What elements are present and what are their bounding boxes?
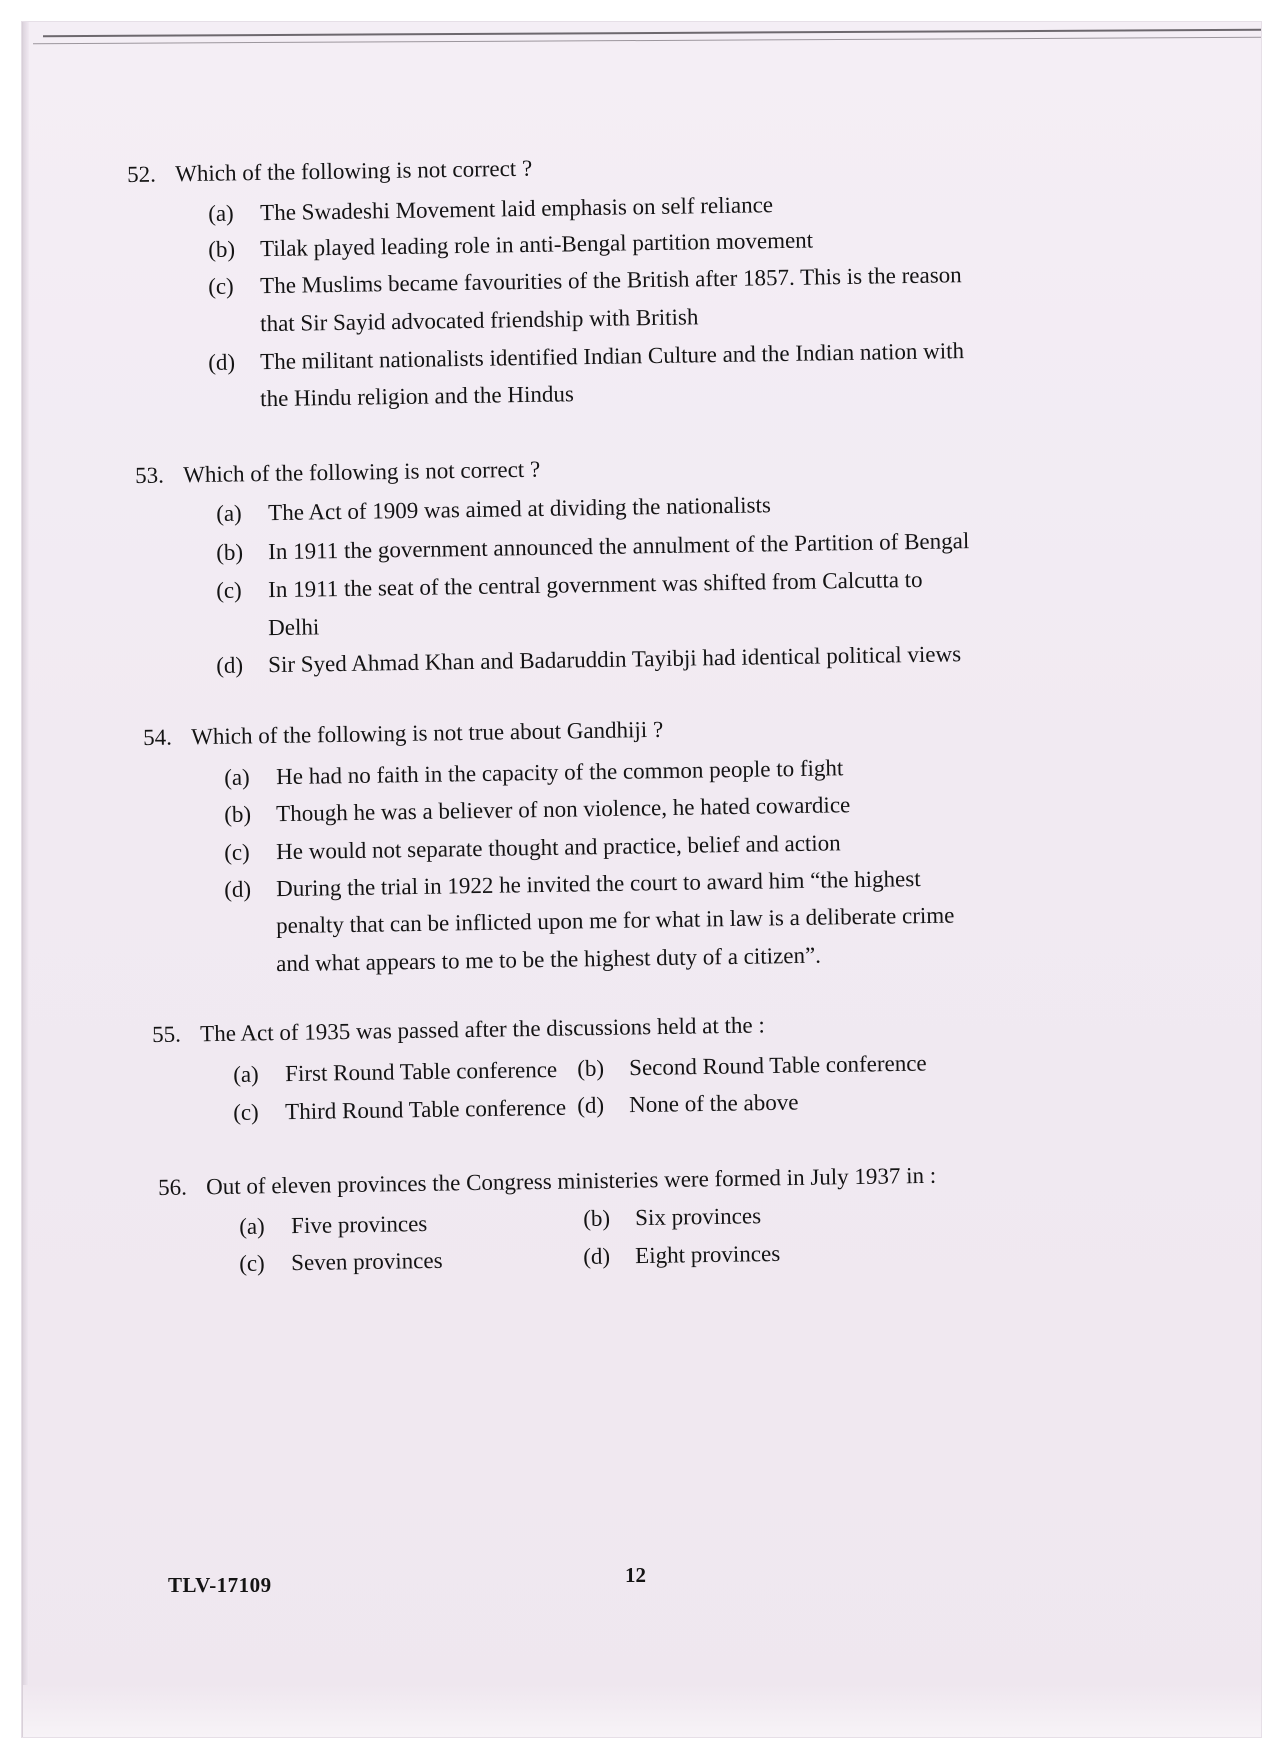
option-label: (c): [208, 273, 234, 299]
option-text: Eight provinces: [634, 1240, 781, 1269]
option-label: (d): [577, 1092, 605, 1118]
option-label: (b): [577, 1055, 605, 1081]
question-text: Which of the following is not correct ?: [182, 456, 541, 488]
option-label: (b): [224, 801, 252, 827]
option-label: (a): [224, 764, 250, 790]
question-number: 54.: [142, 724, 173, 750]
option-label: (d): [208, 349, 236, 375]
option-label: (b): [583, 1205, 611, 1231]
option-label: (b): [208, 236, 236, 262]
header-rule: [43, 29, 1261, 37]
question-text: Which of the following is not correct ?: [174, 155, 533, 187]
option-label: (d): [224, 876, 252, 902]
option-label: (a): [208, 200, 234, 226]
option-text: First Round Table conference: [284, 1056, 558, 1087]
option-text-continued: penalty that can be inflicted upon me for what in law is a deliberate crime: [275, 902, 955, 939]
question-number: 53.: [134, 462, 165, 488]
option-text: Six provinces: [634, 1203, 762, 1231]
option-text: The Act of 1909 was aimed at dividing the nationalists: [267, 492, 772, 526]
option-text: Sir Syed Ahmad Khan and Badaruddin Tayibji had identical political views: [267, 641, 962, 678]
option-text: In 1911 the government announced the annulment of the Partition of Bengal: [267, 528, 970, 565]
option-text: Though he was a believer of non violence, he hated cowardice: [275, 792, 851, 827]
paper-code: TLV-17109: [168, 1573, 272, 1597]
option-label: (b): [216, 539, 244, 565]
header-rule-thin: [33, 37, 1261, 44]
option-text: The Muslims became favourities of the British after 1857. This is the reason: [259, 262, 962, 299]
option-text-continued: and what appears to me to be the highest duty of a citizen”.: [275, 942, 822, 977]
option-text: During the trial in 1922 he invited the court to award him “the highest: [275, 866, 921, 902]
question-number: 56.: [157, 1174, 188, 1200]
option-text-continued: Delhi: [267, 614, 320, 641]
option-label: (c): [224, 839, 250, 865]
option-label: (a): [239, 1213, 265, 1239]
page-edge-shadow: [23, 22, 29, 1737]
option-text: Seven provinces: [290, 1247, 443, 1276]
question-text: The Act of 1935 was passed after the discussions held at the :: [199, 1012, 765, 1047]
option-text: Third Round Table conference: [284, 1094, 567, 1125]
option-label: (a): [216, 500, 242, 526]
question-text: Which of the following is not true about Gandhiji ?: [190, 716, 664, 750]
question-number: 52.: [126, 161, 157, 187]
option-label: (c): [239, 1250, 265, 1276]
option-text: In 1911 the seat of the central government was shifted from Calcutta to: [267, 566, 923, 603]
question-number: 55.: [151, 1021, 182, 1047]
option-text: Second Round Table conference: [628, 1050, 927, 1081]
option-text: Five provinces: [290, 1211, 428, 1239]
question-text: Out of eleven provinces the Congress ministeries were formed in July 1937 in :: [205, 1162, 937, 1200]
option-text-continued: that Sir Sayid advocated friendship with British: [259, 304, 699, 337]
option-text: He had no faith in the capacity of the common people to fight: [275, 755, 844, 790]
option-label: (d): [583, 1243, 611, 1269]
option-text: The Swadeshi Movement laid emphasis on self reliance: [259, 192, 774, 226]
option-text: None of the above: [628, 1089, 799, 1118]
option-label: (c): [216, 577, 242, 603]
page-number: 12: [625, 1563, 646, 1587]
option-text: He would not separate thought and practice, belief and action: [275, 830, 841, 865]
option-text: The militant nationalists identified Indian Culture and the Indian nation with: [259, 338, 965, 375]
option-label: (d): [216, 652, 244, 678]
option-label: (c): [233, 1099, 259, 1125]
option-text: Tilak played leading role in anti-Bengal partition movement: [259, 227, 814, 262]
option-text-continued: the Hindu religion and the Hindus: [259, 381, 575, 412]
option-label: (a): [233, 1061, 259, 1087]
page-bottom-band: [23, 1685, 1261, 1737]
